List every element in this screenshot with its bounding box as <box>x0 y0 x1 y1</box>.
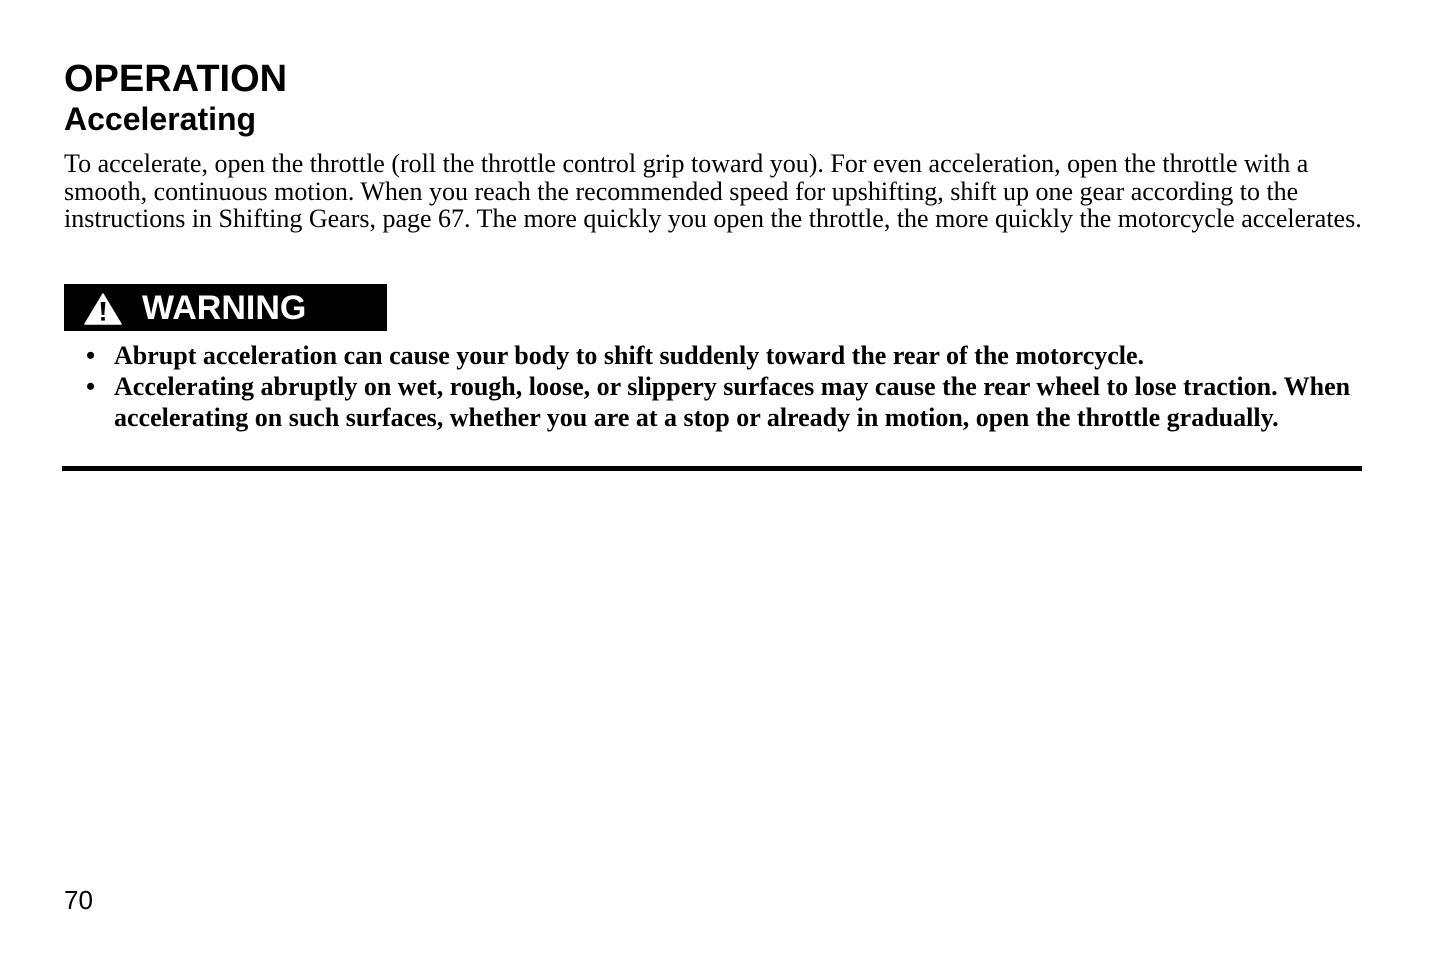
warning-banner <box>64 284 387 331</box>
bullet: • <box>86 372 96 401</box>
section-title: OPERATION <box>64 58 288 100</box>
list-item <box>64 340 1354 371</box>
subsection-title: Accelerating <box>64 101 257 137</box>
page-number: 70 <box>64 885 93 915</box>
body-paragraph: To accelerate, open the throttle (roll the throttle control grip toward you). For even acceleration, open the throttle with a smooth, continuous motion. When you reach the recommended speed for upshifting, shift up one gear according to the instructions in Shifting Gears, page 67. The more quickly you open the throttle, the more quickly the motorcycle accelerates. <box>64 149 1362 233</box>
section-divider <box>62 466 1362 471</box>
warning-item-text: Accelerating abruptly on wet, rough, loose, or slippery surfaces may cause the rear wheel to lose traction. When accelerating on such surfaces, whether you are at a stop or already in motion, open the throttle gradually. <box>114 372 1351 432</box>
warning-item-text: Abrupt acceleration can cause your body to shift suddenly toward the rear of the motorcycle. <box>114 341 1145 370</box>
list-item <box>64 371 1354 433</box>
bullet: • <box>86 341 96 370</box>
warning-label: WARNING <box>142 289 307 327</box>
warning-list <box>64 340 1354 433</box>
warning-triangle-icon <box>84 293 122 325</box>
